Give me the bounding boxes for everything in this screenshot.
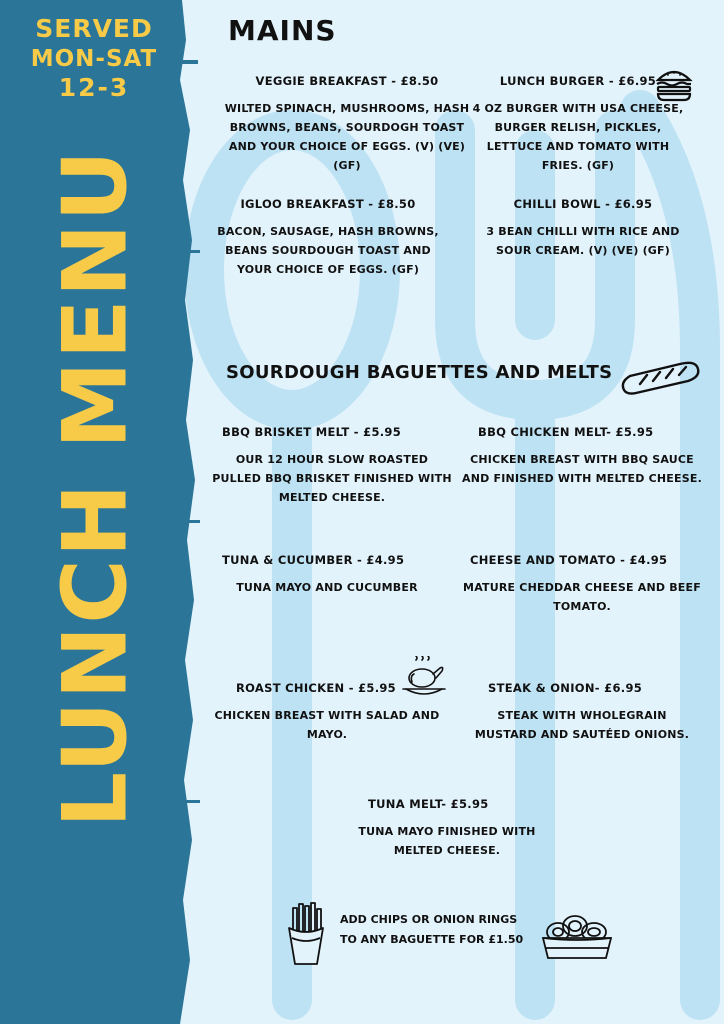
item-name: STEAK & ONION- £6.95 [488, 681, 643, 695]
served-label: SERVED [35, 14, 153, 43]
mains-heading: MAINS [228, 14, 337, 47]
fries-icon [284, 902, 328, 966]
item-name: TUNA & CUCUMBER - £4.95 [222, 553, 405, 567]
item-description: MATURE CHEDDAR CHEESE AND BEEF TOMATO. [463, 581, 701, 613]
menu-item-roast-chicken [212, 681, 442, 744]
menu-item-tuna-cucumber [212, 553, 442, 597]
menu-item-veggie-breakfast [222, 74, 472, 175]
item-description: TUNA MAYO FINISHED WITH MELTED CHEESE. [358, 825, 536, 857]
item-description: OUR 12 HOUR SLOW ROASTED PULLED BBQ BRISKET FINISHED WITH MELTED CHEESE. [212, 453, 452, 504]
served-hours [14, 14, 174, 103]
item-name: CHILLI BOWL - £6.95 [513, 197, 653, 211]
item-name: BBQ CHICKEN MELT- £5.95 [478, 425, 654, 439]
menu-item-tuna-melt [332, 797, 562, 860]
item-name: IGLOO BREAKFAST - £8.50 [240, 197, 416, 211]
item-description: STEAK WITH WHOLEGRAIN MUSTARD AND SAUTÉED ONIONS. [474, 709, 690, 741]
addon-line-1: ADD CHIPS OR ONION RINGS [340, 913, 518, 926]
baguettes-heading: SOURDOUGH BAGUETTES AND MELTS [226, 362, 613, 383]
baguette-icon [618, 360, 702, 396]
item-description: CHICKEN BREAST WITH BBQ SAUCE AND FINISHED WITH MELTED CHEESE. [462, 453, 702, 485]
item-description: CHICKEN BREAST WITH SALAD AND MAYO. [214, 709, 440, 741]
item-name: LUNCH BURGER - £6.95 [499, 74, 657, 88]
menu-item-chilli-bowl [472, 197, 694, 260]
menu-item-steak-onion [472, 681, 692, 744]
item-name: CHEESE AND TOMATO - £4.95 [470, 553, 668, 567]
menu-item-lunch-burger [472, 74, 684, 175]
served-time: 12-3 [58, 72, 130, 102]
onion-rings-icon [540, 912, 614, 962]
menu-title: LUNCH MENU [43, 148, 147, 828]
item-name: BBQ BRISKET MELT - £5.95 [222, 425, 402, 439]
item-name: ROAST CHICKEN - £5.95 [236, 681, 396, 695]
item-name: TUNA MELT- £5.95 [368, 797, 489, 811]
served-days: MON-SAT [30, 45, 158, 72]
item-description: BACON, SAUSAGE, HASH BROWNS, BEANS SOURDOUGH TOAST AND YOUR CHOICE OF EGGS. (GF) [217, 225, 439, 276]
menu-item-bbq-brisket-melt [212, 425, 452, 507]
item-description: TUNA MAYO AND CUCUMBER [236, 581, 418, 594]
item-description: 4 OZ BURGER WITH USA CHEESE, BURGER RELISH, PICKLES, LETTUCE AND TOMATO WITH FRIES. (GF) [472, 102, 684, 172]
addon-note [340, 910, 540, 950]
menu-item-bbq-chicken-melt [462, 425, 702, 488]
menu-item-igloo-breakfast [212, 197, 444, 279]
item-description: WILTED SPINACH, MUSHROOMS, HASH BROWNS, BEANS, SOURDOGH TOAST AND YOUR CHOICE OF EGGS. (V) (VE) (GF) [224, 102, 470, 172]
item-name: VEGGIE BREAKFAST - £8.50 [255, 74, 439, 88]
addon-line-2: TO ANY BAGUETTE FOR £1.50 [340, 933, 524, 946]
menu-item-cheese-tomato [462, 553, 702, 616]
item-description: 3 BEAN CHILLI WITH RICE AND SOUR CREAM. (V) (VE) (GF) [486, 225, 680, 257]
